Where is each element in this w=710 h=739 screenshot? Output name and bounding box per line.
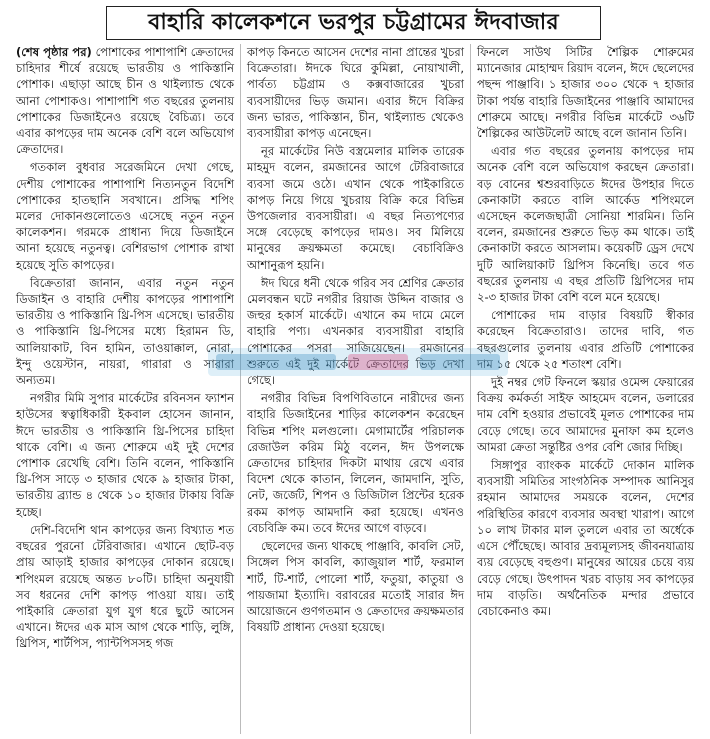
article-column-2 (240, 44, 470, 734)
article-headline: বাহারি কালেকশনে ভরপুর চট্টগ্রামের ঈদবাজার (148, 9, 559, 35)
paragraph: বিক্রেতারা জানান, এবার নতুন নতুন ডিজাইন ও বাহারি দেশীয় কাপড়ের পাশাপাশি ভারতীয় ও পাকিস্তানি থ্রি-পিস এসেছে। ভারতীয় ও পাকিস্তানি থ্রি-পিসের মধ্যে হিরামন ডি, আলিয়াকাট, বিন হামিন, তাওয়াক্কাল, নোরা, ইন্দু ওয়েস্টান, নায়রা, গারারা ও সারারা অন্যতম। (16, 275, 234, 388)
paragraph: দুই নম্বর গেট ফিনলে স্কয়ার ওমেন্স ফেয়ারের বিক্রয় কর্মকর্তা সাইফ আহমেদ বলেন, ডলারের দাম বেশি হওয়ার প্রভাবেই মূলত পোশাকের দাম বেড়ে গেছে। তবে আমাদের মুনাফা কম হলেও আমরা ক্রেতা সন্তুষ্টির ওপর বেশি জোর দিচ্ছি। (477, 375, 694, 454)
paragraph: ছেলেদের জন্য থাকছে পাঞ্জাবি, কাবলি সেট, সিঙ্গেল পিস কাবলি, ক্যাজুয়াল শার্ট, ফরমাল শার্ট, টি-শার্ট, পোলো শার্ট, ফতুয়া, কাতুয়া ও পায়জামা ইত্যাদি। বরাবরের মতোই সারার ঈদ আয়োজনে গুণগতমান ও ক্রেতাদের ক্রয়ক্ষমতার বিষয়টি প্রাধান্য দেওয়া হয়েছে। (247, 539, 464, 635)
paragraph: নূর মার্কেটের নিউ বস্ত্রমেলার মালিক তারেক মাহমুদ বলেন, রমজানের আগে টেরিবাজারে ব্যবসা জমে ওঠে। এখান থেকে পাইকারিতে কাপড় নিয়ে গিয়ে খুচরায় বিক্রি করে বিভিন্ন উপজেলার ব্যবসায়ীরা। এ বছর নিত্যপণ্যের সঙ্গে বেড়েছে কাপড়ের দামও। সব মিলিয়ে মানুষের ক্রয়ক্ষমতা কমেছে। বেচাবিক্রিও আশানুরূপ হয়নি। (247, 144, 464, 272)
paragraph: পোশাকের দাম বাড়ার বিষয়টি স্বীকার করেছেন বিক্রেতারাও। তাদের দাবি, গত বছরগুলোর তুলনায় এবার প্রতিটি পোশাকের দাম ১৫ থেকে ২৫ শতাংশ বেশি। (477, 308, 694, 371)
article-body (10, 44, 700, 734)
article-column-1 (10, 44, 240, 734)
paragraph: এবার গত বছরের তুলনায় কাপড়ের দাম অনেক বেশি বলে অভিযোগ করছেন ক্রেতারা। বড় বোনের শ্বশুরবাড়িতে ঈদের উপহার দিতে কেনাকাটা করতে বালি আর্কেড শপিংমলে এসেছেন কলেজছাত্রী সোনিয়া শারমিন। তিনি বলেন, রমজানের শুরুতে ভিড় কম থাকে। তাই কেনাকাটা করতে আসলাম। কয়েকটি ড্রেস দেখে দুটি আলিয়াকাট থ্রিপিস কিনেছি। তবে গত বছরের তুলনায় এ বছর প্রতিটি থ্রিপিসের দাম ২-৩ হাজার টাকা বেশি বলে মনে হয়েছে। (477, 144, 694, 305)
paragraph: কাপড় কিনতে আসেন দেশের নানা প্রান্তের খুচরা বিক্রেতারা। ঈদকে ঘিরে কুমিল্লা, নোয়াখালী, পার্বত্য চট্টগ্রাম ও কক্সবাজারের খুচরা ব্যবসায়ীদের ভিড় জমান। এবার ঈদে বিক্রির জন্য ভারত, পাকিস্তান, চীন, থাইল্যান্ড থেকেও ব্যবসায়ীরা কাপড় এনেছেন। (247, 45, 464, 141)
paragraph: নগরীর বিভিন্ন বিপণিবিতানে নারীদের জন্য বাহারি ডিজাইনের শাড়ির কালেকশন করেছেন বিভিন্ন শপিং মলগুলো। মেগামার্টের পরিচালক রেজাউল করিম মিঠু বলেন, ঈদ উপলক্ষে ক্রেতাদের চাহিদার দিকটা মাথায় রেখে এবার বিদেশ থেকে কাতান, লিলেন, জামদানি, সুতি, নেট, জর্জেট, শিপন ও ডিজিটাল প্রিন্টের হরেক রকম কাপড় আমদানি করা হয়েছে। এখনও বেচবিক্রি কম। তবে ঈদের আগে বাড়বে। (247, 391, 464, 535)
paragraph: সিঙ্গাপুর ব্যাংকক মার্কেটে দোকান মালিক ব্যবসায়ী সমিতির সাংগঠনিক সম্পাদক আনিসুর রহমান আমাদের সময়কে বলেন, দেশের পরিস্থিতির কারণে ব্যবসার অবস্থা খারাপ। আগে ১০ লাখ টাকার মাল তুললে এবার তা অর্ধেকে এসে পৌঁছেছে। আবার দ্রব্যমূল্যসহ জীবনযাত্রায় ব্যয় বেড়েছে বহুগুণ। মানুষের আয়ের চেয়ে ব্যয় বেড়ে গেছে। উৎপাদন খরচ বাড়ায় সব কাপড়ের দাম বাড়তি। অর্থনৈতিক মন্দার প্রভাবে বেচাকেনাও কম। (477, 458, 694, 618)
paragraph: ঈদ ঘিরে ধনী থেকে গরিব সব শ্রেণির ক্রেতার মেলবন্ধন ঘটে নগরীর রিয়াজ উদ্দিন বাজার ও জহুর হকার্স মার্কেটে। এখানে কম দামে মেলে বাহারি পণ্য। এখনকার ব্যবসায়ীরা বাহারি পোশাকের পসরা সাজিয়েছেন। রমজানের শুরুতে এই দুই মার্কেটে ক্রেতাদের ভিড় দেখা গেছে। (247, 275, 464, 388)
paragraph: দেশি-বিদেশি থান কাপড়ের জন্য বিখ্যাত শত বছরের পুরনো টেরিবাজার। এখানে ছোট-বড় প্রায় আড়াই হাজার কাপড়ের দোকান রয়েছে। শপিংমল রয়েছে অন্তত ৮০টি। চাহিদা অনুযায়ী সব ধরনের দেশি কাপড় পাওয়া যায়। তাই পাইকারি ক্রেতারা যুগ যুগ ধরে ছুটে আসেন এখানে। ঈদের এক মাস আগ থেকে শাড়ি, লুঙ্গি, থ্রিপিস, শার্টপিস, প্যান্টপিসসহ গজ (16, 522, 234, 651)
paragraph: (শেষ পৃষ্ঠার পর) পোশাকের পাশাপাশি ক্রেতাদের চাহিদার শীর্ষে রয়েছে ভারতীয় ও পাকিস্তানি পোশাক। এছাড়া আছে চীন ও থাইল্যান্ড থেকে আনা পোশাকও। পাশাপাশি গত বছরের তুলনায় পোশাকের ডিজাইনেও রয়েছে বৈচিত্র্য। তবে এবার কাপড়ের দাম অনেক বেশি বলে অভিযোগ ক্রেতাদের। (16, 45, 235, 157)
paragraph: নগরীর মিমি সুপার মার্কেটের রবিনসন ফ্যাশন হাউসের স্বত্বাধিকারী ইকবাল হোসেন জানান, ঈদে ভারতীয় ও পাকিস্তানি থ্রি-পিসের চাহিদা থাকে বেশি। এ জন্য শোরুমে এই দুই দেশের পোশাক রেখেছি বেশি। তিনি বলেন, পাকিস্তানি থ্রি-পিস সাড়ে ৩ হাজার থেকে ৯ হাজার টাকা, ভারতীয় ব্র্যান্ড ৪ থেকে ১০ হাজার টাকায় বিক্রি হচ্ছে। (16, 391, 234, 519)
article-column-3 (470, 44, 700, 734)
paragraph: ফিনলে সাউথ সিটির শৈল্পিক শোরুমের ম্যানেজার মোহাম্মদ রিয়াদ বলেন, ঈদে ছেলেদের পছন্দ পাঞ্জাবি। ১ হাজার ৩০০ থেকে ৭ হাজার টাকা পর্যন্ত বাহারি ডিজাইনের পাঞ্জাবি আমাদের শোরুমে আছে। নগরীর বিভিন্ন মার্কেটে ৩৬টি শৈল্পিকের আউটলেট আছে বলে জানান তিনি। (477, 45, 694, 141)
continuation-marker: (শেষ পৃষ্ঠার পর) (16, 45, 92, 59)
paragraph: গতকাল বুধবার সরেজমিনে দেখা গেছে, দেশীয় পোশাকের পাশাপাশি নিত্যনতুন বিদেশি পোশাকের হাতছানি সবখানে। প্রসিদ্ধ শপিং মলের দোকানগুলোতেও এসেছে নতুন নতুন কালেকশন। গরমকে প্রাধান্য দিয়ে ডিজাইনে আনা হয়েছে নতুনত্ব। বেশিরভাগ পোশাক রাখা হয়েছে সুতি কাপড়ের। (16, 160, 234, 272)
headline-box (106, 6, 601, 40)
